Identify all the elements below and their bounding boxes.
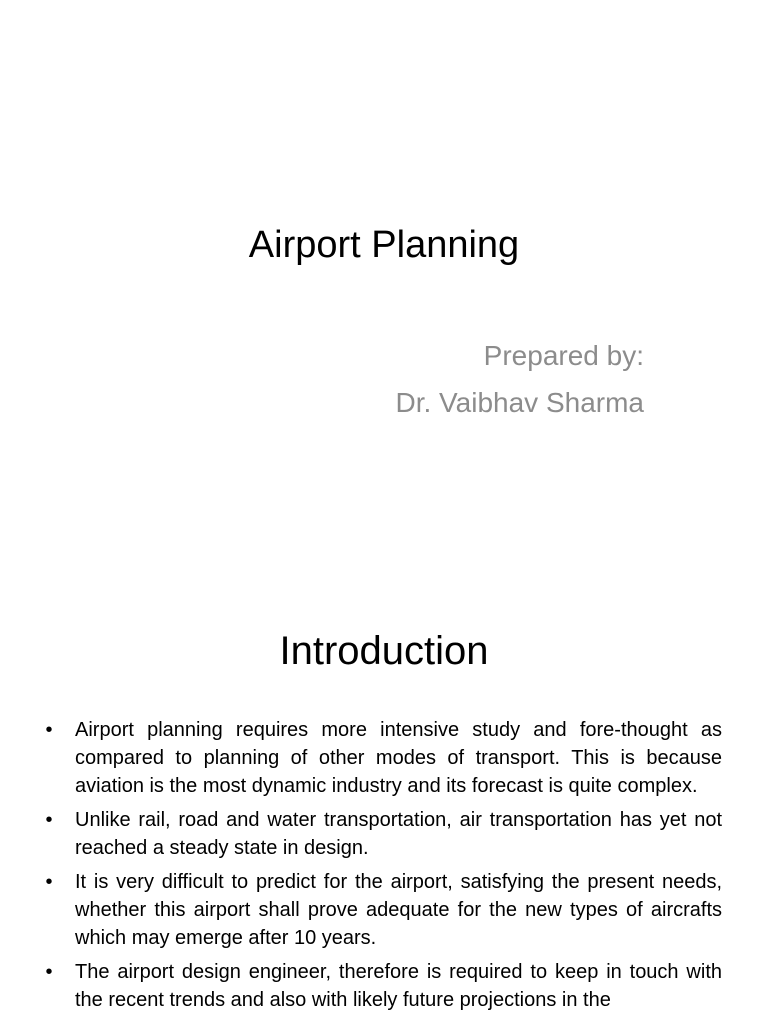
bullet-text: Airport planning requires more intensive study and fore-thought as compared to planning of other modes of transport. This is because aviation is the most dynamic industry and its forecast is quite complex. xyxy=(75,719,722,797)
list-item xyxy=(42,958,722,1014)
bullet-icon: • xyxy=(45,719,53,741)
bullet-list xyxy=(42,716,722,1020)
list-item xyxy=(42,716,722,800)
bullet-icon: • xyxy=(45,871,53,893)
slide-title: Introduction xyxy=(279,629,489,673)
subtitle-author: Dr. Vaibhav Sharma xyxy=(395,387,644,418)
bullet-icon: • xyxy=(45,809,53,831)
introduction-slide xyxy=(0,576,768,1024)
bullet-text: It is very difficult to predict for the airport, satisfying the present needs, whether this airport shall prove adequate for the new types of aircrafts which may emerge after 10 years. xyxy=(75,871,722,949)
bullet-icon: • xyxy=(45,961,53,983)
list-item xyxy=(42,868,722,952)
bullet-text: The airport design engineer, therefore is required to keep in touch with the recent trends and also with likely future projections in the xyxy=(75,961,722,1011)
slide-title: Airport Planning xyxy=(248,224,520,266)
subtitle-prepared-by: Prepared by: xyxy=(483,340,644,371)
list-item xyxy=(42,806,722,862)
bullet-text: Unlike rail, road and water transportation, air transportation has yet not reached a steady state in design. xyxy=(75,809,722,859)
subtitle xyxy=(396,332,645,426)
